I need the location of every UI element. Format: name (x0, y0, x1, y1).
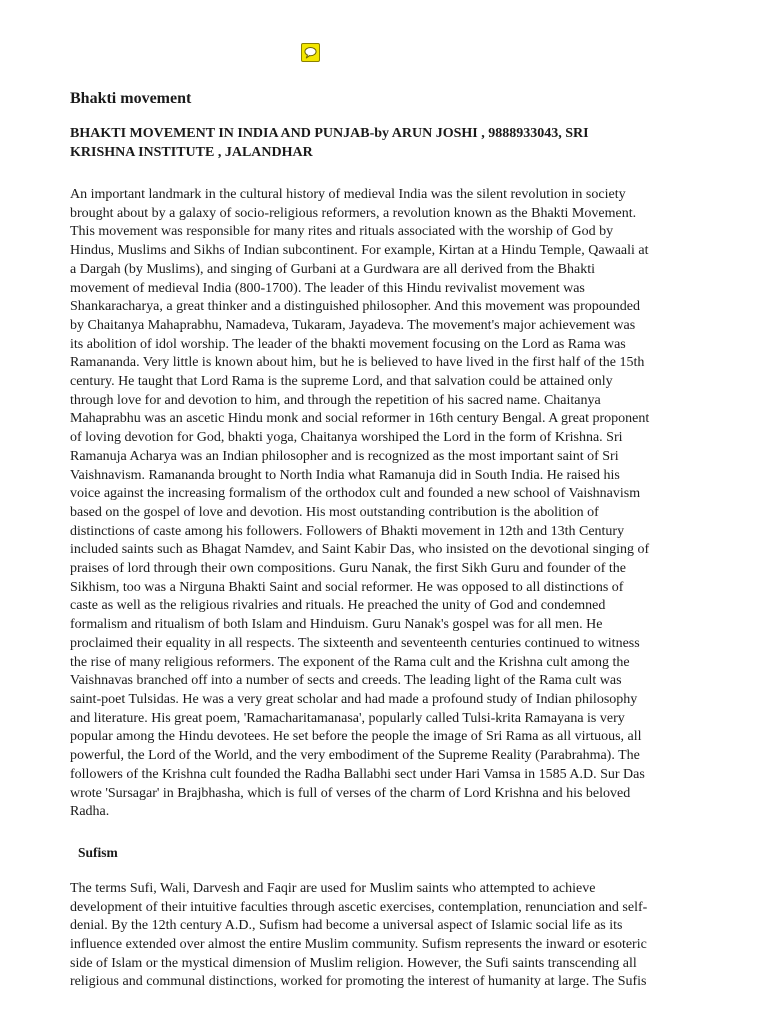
document-subtitle: BHAKTI MOVEMENT IN INDIA AND PUNJAB-by ARUN JOSHI , 9888933043, SRI KRISHNA INSTITUTE , JALANDHAR (70, 126, 589, 160)
bhakti-paragraph: An important landmark in the cultural history of medieval India was the silent revolution in society brought about by a galaxy of socio-religious reformers, a revolution known as the Bhakti Movement. This movement was responsible for many rites and rituals associated with the worship of God by Hindus, Muslims and Sikhs of Indian subcontinent. For example, Kirtan at a Hindu Temple, Qawaali at a Dargah (by Muslims), and singing of Gurbani at a Gurdwara are all derived from the Bhakti movement of medieval India (800-1700). The leader of this Hindu revivalist movement was Shankaracharya, a great thinker and a distinguished philosopher. And this movement was propounded by Chaitanya Mahaprabhu, Namadeva, Tukaram, Jayadeva. The movement's major achievement was its abolition of idol worship. The leader of the bhakti movement focusing on the Lord as Rama was Ramananda. Very little is known about him, but he is believed to have lived in the first half of the 15th century. He taught that Lord Rama is the supreme Lord, and that salvation could be attained only through love for and devotion to him, and through the repetition of his sacred name. Chaitanya Mahaprabhu was an ascetic Hindu monk and social reformer in 16th century Bengal. A great proponent of loving devotion for God, bhakti yoga, Chaitanya worshiped the Lord in the form of Krishna. Sri Ramanuja Acharya was an Indian philosopher and is recognized as the most important saint of Sri Vaishnavism. Ramananda brought to North India what Ramanuja did in South India. He raised his voice against the increasing formalism of the orthodox cult and founded a new school of Vaishnavism based on the gospel of love and devotion. His most outstanding contribution is the abolition of distinctions of caste among his followers. Followers of Bhakti movement in 12th and 13th Century included saints such as Bhagat Namdev, and Saint Kabir Das, who insisted on the devotional singing of praises of lord through their own compositions. Guru Nanak, the first Sikh Guru and founder of the Sikhism, too was a Nirguna Bhakti Saint and social reformer. He was opposed to all distinctions of caste as well as the religious rivalries and rituals. He preached the unity of God and condemned formalism and ritualism of both Islam and Hinduism. Guru Nanak's gospel was for all men. He proclaimed their equality in all respects. The sixteenth and seventeenth centuries continued to witness the rise of many religious reformers. The exponent of the Rama cult and the Krishna cult among the Vaishnavas branched off into a number of sects and creeds. The leading light of the Rama cult was saint-poet Tulsidas. He was a very great scholar and had made a profound study of Indian philosophy and literature. His great poem, 'Ramacharitamanasa', popularly called Tulsi-krita Ramayana is very popular among the Hindu devotees. He set before the people the image of Sri Rama as all virtuous, all powerful, the Lord of the World, and the very embodiment of the Supreme Reality (Parabrahma). The followers of the Krishna cult founded the Radha Ballabhi sect under Hari Vamsa in 1585 A.D. Sur Das wrote 'Sursagar' in Brajbhasha, which is full of verses of the charm of Lord Krishna and his beloved Radha. (70, 187, 650, 820)
comment-speech-bubble-icon[interactable] (301, 43, 320, 62)
document-title: Bhakti movement (70, 90, 192, 107)
speech-bubble-icon (302, 44, 319, 61)
document-body (70, 88, 698, 992)
sufism-paragraph: The terms Sufi, Wali, Darvesh and Faqir are used for Muslim saints who attempted to achieve development of their intuitive faculties through ascetic exercises, contemplation, renunciation and self- denial. By the 12th century A.D., Sufism had become a universal aspect of Islamic social life as its influence extended over almost the entire Muslim community. Sufism represents the inward or esoteric side of Islam or the mystical dimension of Muslim religion. However, the Sufi saints transcending all religious and communal distinctions, worked for promoting the interest of humanity at large. The Sufis (70, 880, 648, 990)
section-heading-sufism: Sufism (78, 844, 118, 860)
